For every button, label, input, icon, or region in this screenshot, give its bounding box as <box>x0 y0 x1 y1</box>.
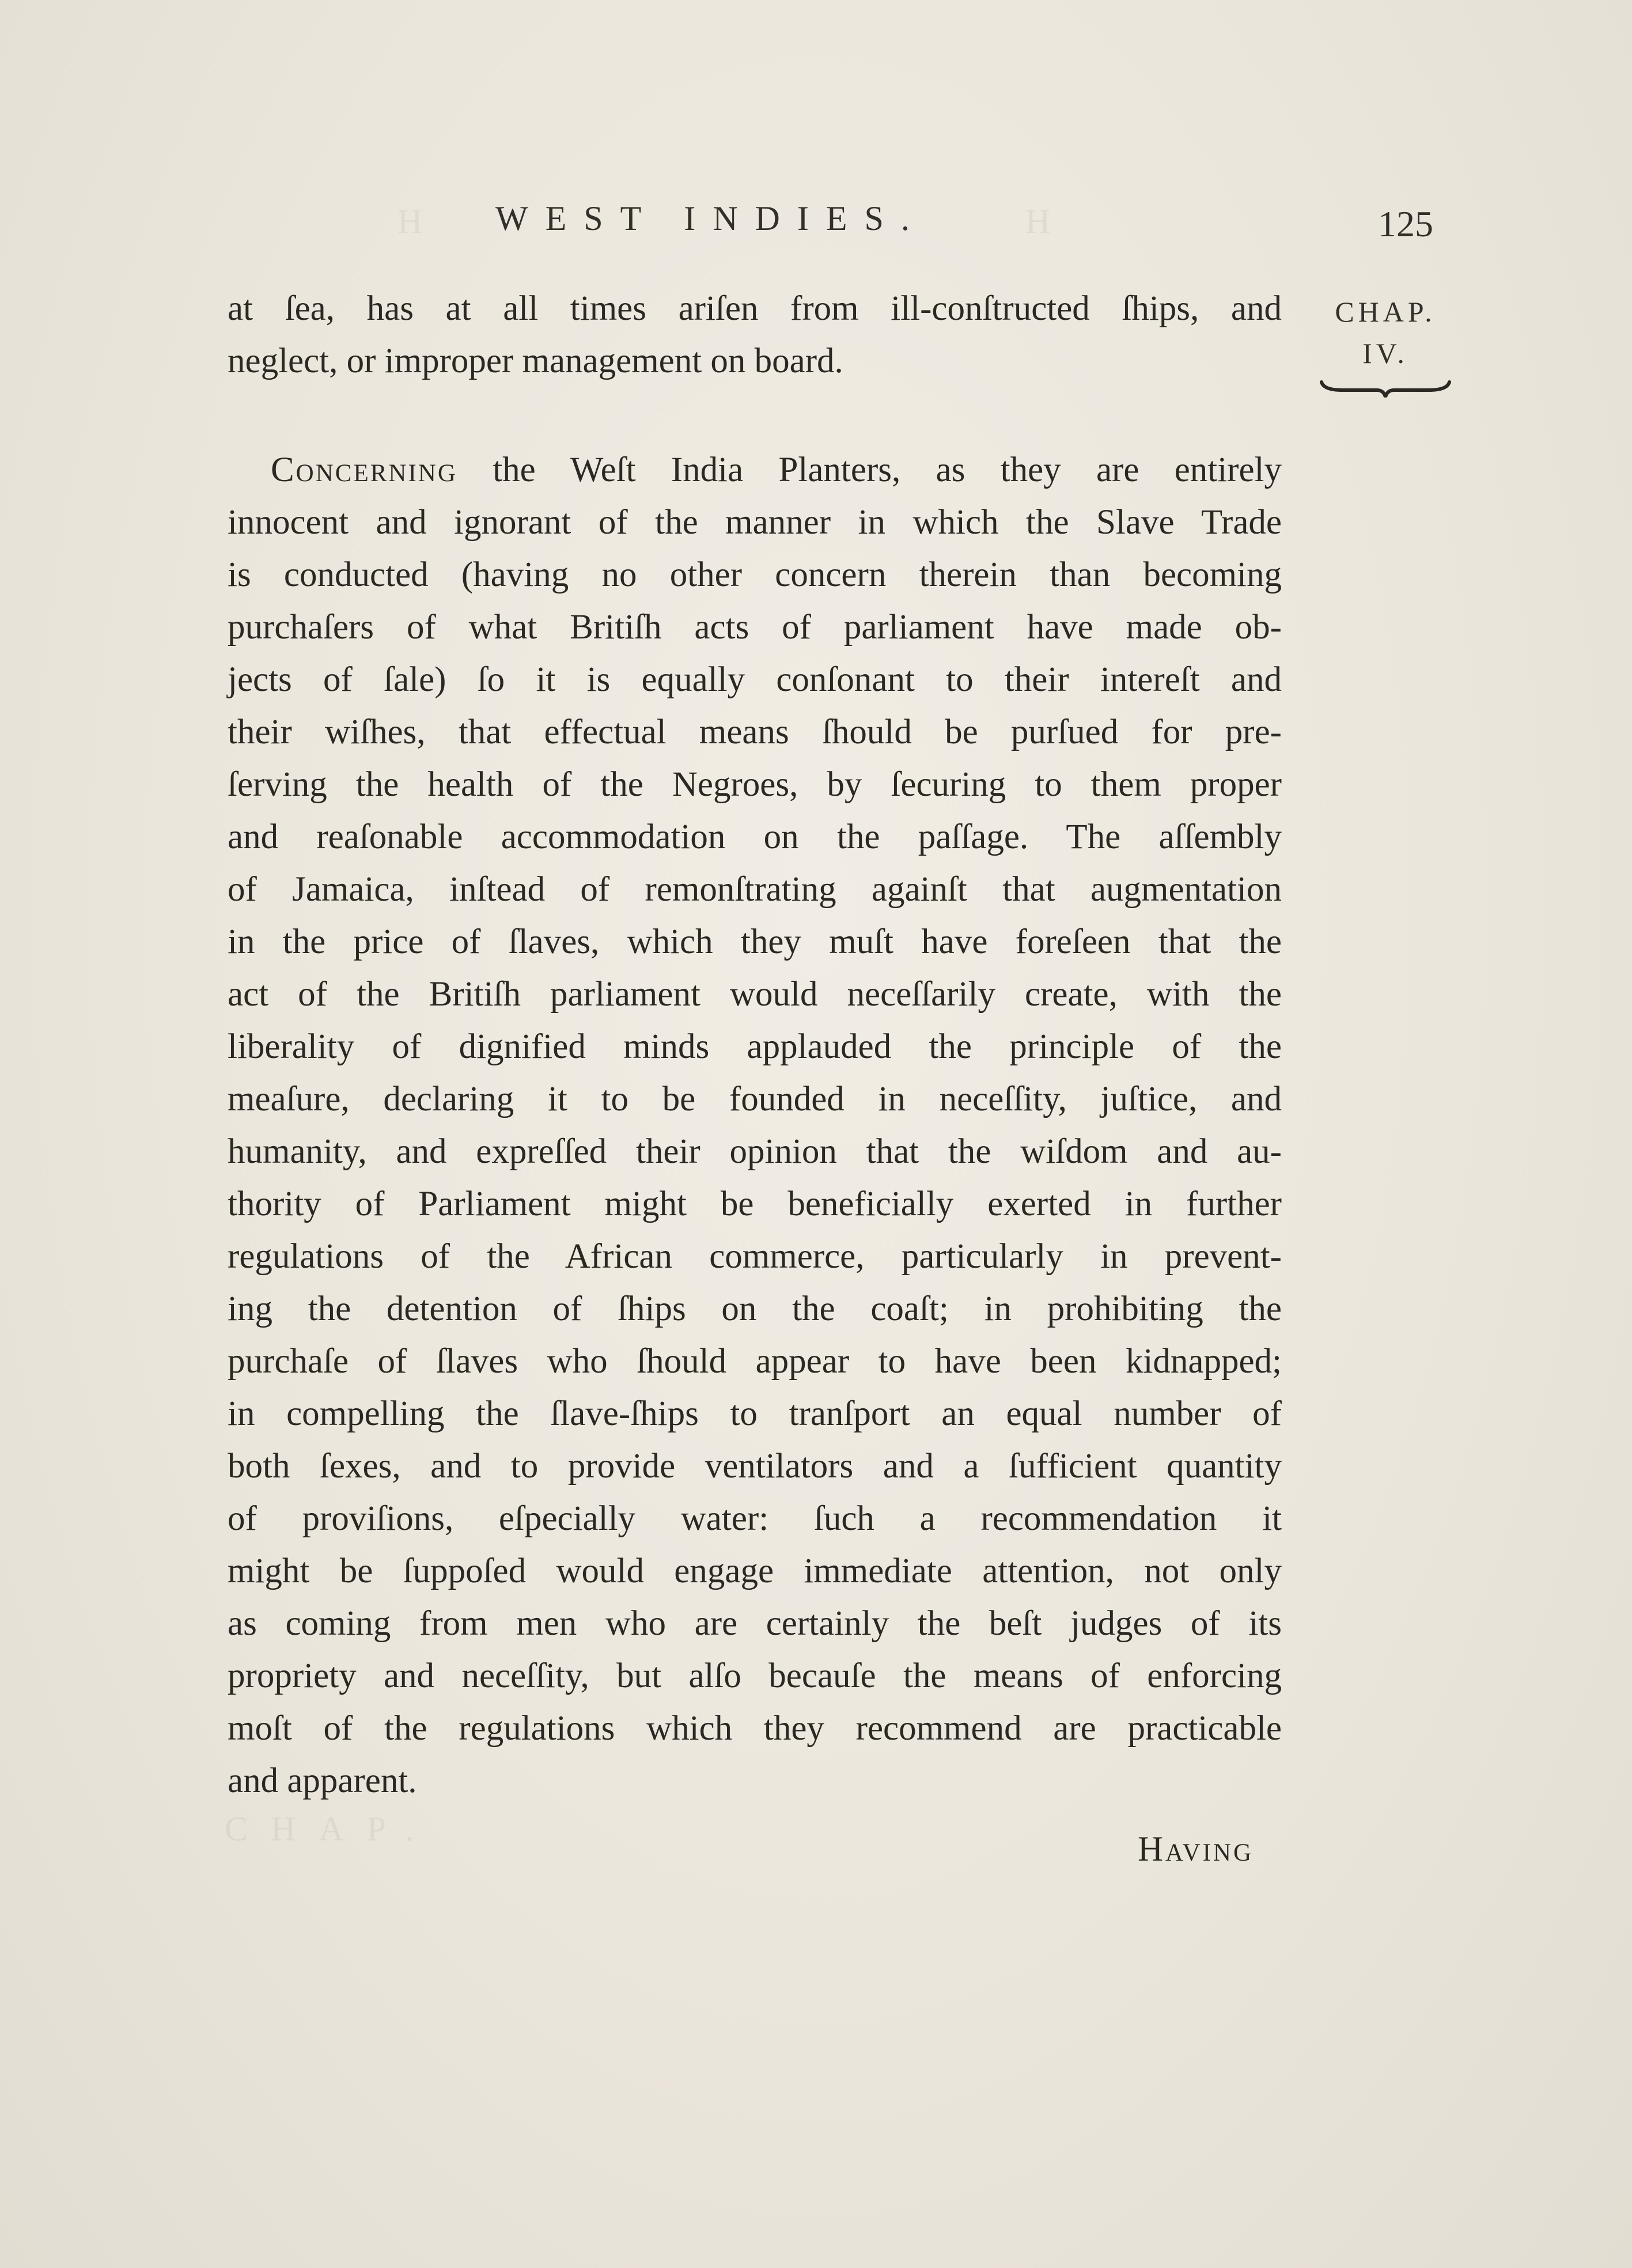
text-line: regulations of the African commerce, particularly in prevent- <box>228 1237 1282 1276</box>
text-line: thority of Parliament might be beneficially exerted in further <box>228 1185 1282 1223</box>
paragraph-continuation <box>228 282 1282 387</box>
text-line: meaſure, declaring it to be founded in neceſſity, juſtice, and <box>228 1080 1282 1118</box>
chapter-label: CHAP. <box>1335 296 1436 328</box>
text-line: neglect, or improper management on board. <box>228 342 843 380</box>
text-line: at ſea, has at all times ariſen from ill-conſtructed ſhips, and <box>228 289 1282 328</box>
text-line: as coming from men who are certainly the beſt judges of its <box>228 1604 1282 1643</box>
catchword: Having <box>1138 1830 1254 1869</box>
text-line: of Jamaica, inſtead of remonſtrating againſt that augmentation <box>228 870 1282 909</box>
text-line: and apparent. <box>228 1762 417 1800</box>
paragraph-concerning <box>228 444 1282 1807</box>
text-line: their wiſhes, that effectual means ſhould be purſued for pre- <box>228 713 1282 751</box>
chapter-marginal-note <box>1299 291 1472 400</box>
text-line: jects of ſale) ſo it is equally conſonant to their intereſt and <box>228 660 1282 699</box>
text-line: innocent and ignorant of the manner in which the Slave Trade <box>228 503 1282 542</box>
text-line: liberality of dignified minds applauded the principle of the <box>228 1027 1282 1066</box>
text-line: and reaſonable accommodation on the paſſage. The aſſembly <box>228 818 1282 856</box>
text-line: both ſexes, and to provide ventilators and a ſufficient quantity <box>228 1447 1282 1485</box>
page-number: 125 <box>1378 203 1433 244</box>
show-through-text: H <box>397 202 423 240</box>
text-line <box>228 444 1282 496</box>
text-line: of proviſions, eſpecially water: ſuch a recommendation it <box>228 1499 1282 1538</box>
text-line: propriety and neceſſity, but alſo becauſe the means of enforcing <box>228 1657 1282 1695</box>
text-line: is conducted (having no other concern therein than becoming <box>228 555 1282 594</box>
text-line-rest: the Weſt India Planters, as they are entirely <box>457 451 1282 489</box>
brace-ornament <box>1319 377 1452 400</box>
paragraph-lead-word: Concerning <box>271 451 457 489</box>
text-line: in compelling the ſlave-ſhips to tranſport an equal number of <box>228 1394 1282 1433</box>
text-line: purchaſe of ſlaves who ſhould appear to have been kidnapped; <box>228 1342 1282 1381</box>
text-line: ſerving the health of the Negroes, by ſecuring to them proper <box>228 765 1282 804</box>
show-through-text: H <box>1025 202 1051 240</box>
text-line: purchaſers of what Britiſh acts of parliament have made ob- <box>228 608 1282 647</box>
text-line: humanity, and expreſſed their opinion that the wiſdom and au- <box>228 1132 1282 1171</box>
running-head: WEST INDIES. <box>495 199 927 237</box>
show-through-text: CHAP. <box>225 1810 437 1848</box>
text-line: act of the Britiſh parliament would neceſſarily create, with the <box>228 975 1282 1014</box>
text-line: might be ſuppoſed would engage immediate attention, not only <box>228 1552 1282 1590</box>
text-line: ing the detention of ſhips on the coaſt; in prohibiting the <box>228 1290 1282 1328</box>
text-line: moſt of the regulations which they recommend are practicable <box>228 1709 1282 1748</box>
text-line: in the price of ſlaves, which they muſt have foreſeen that the <box>228 923 1282 961</box>
chapter-number: IV. <box>1362 337 1408 369</box>
